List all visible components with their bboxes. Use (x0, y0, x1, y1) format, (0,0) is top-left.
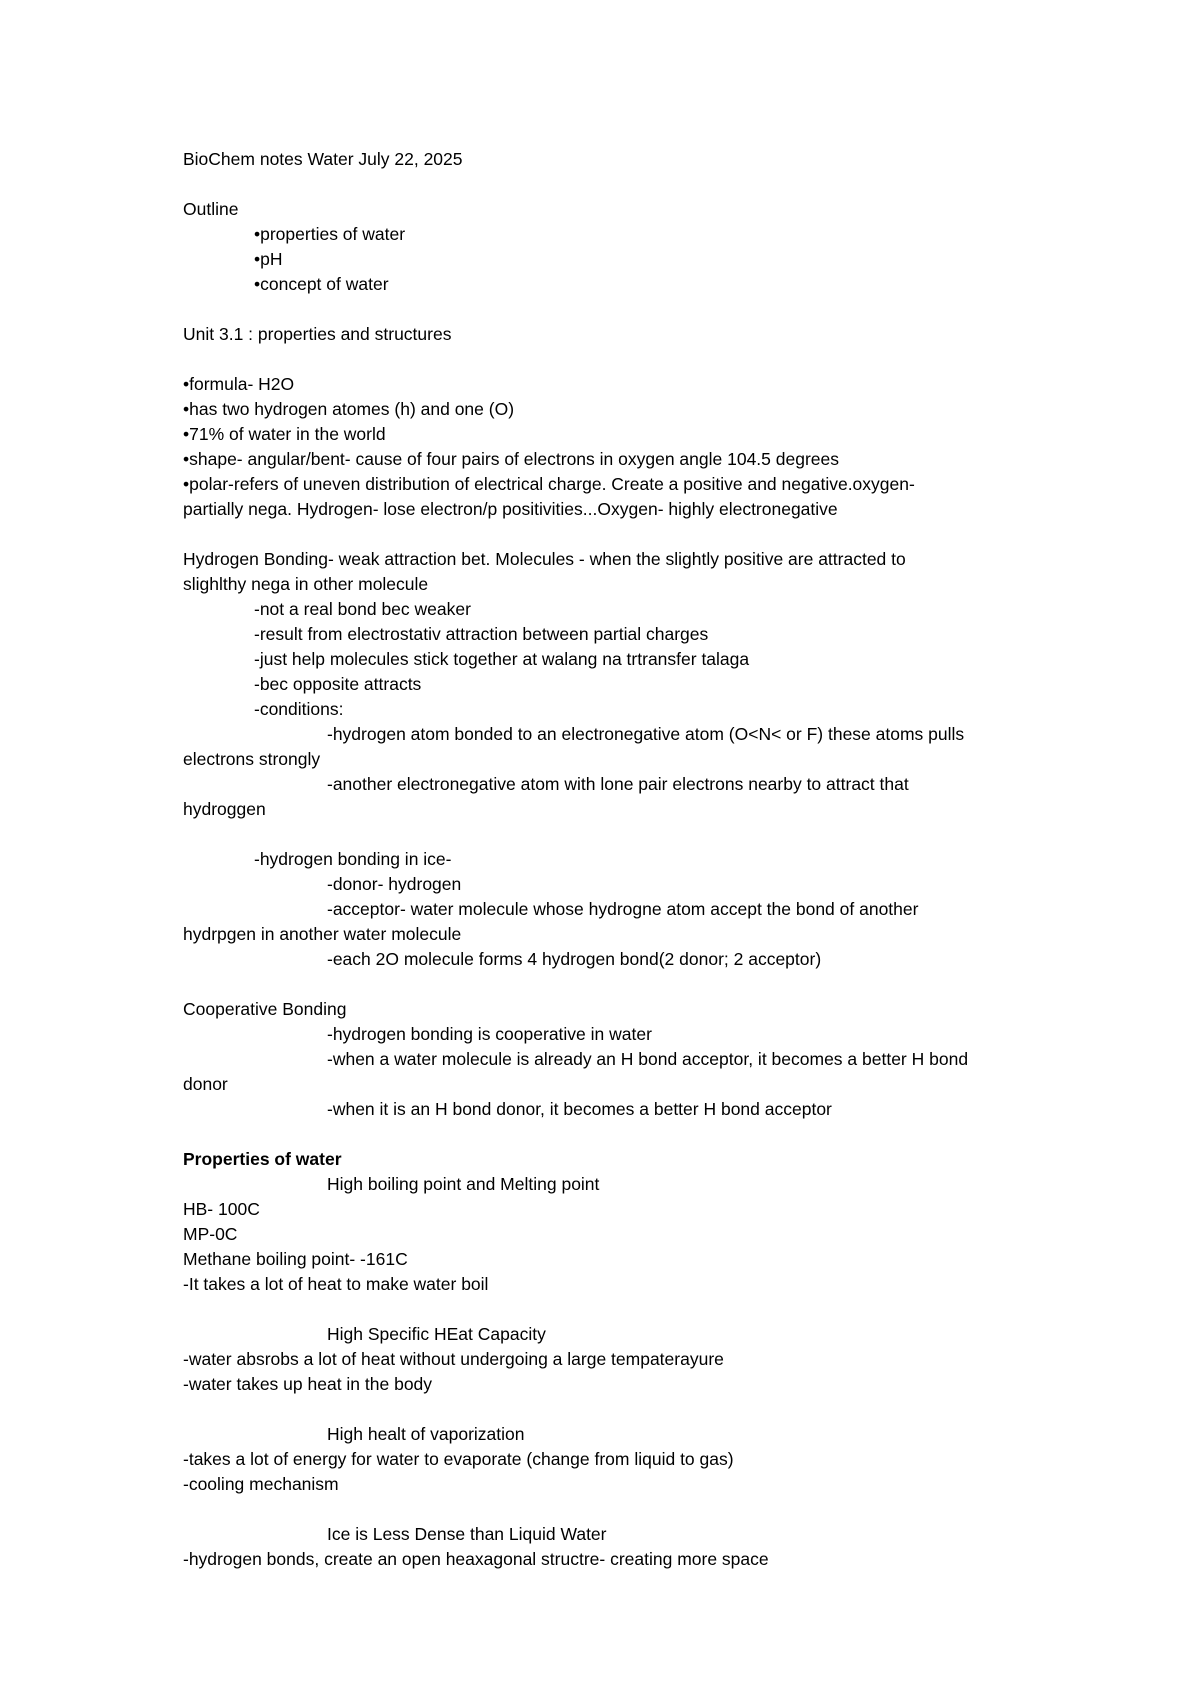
hb-point: -result from electrostativ attraction between partial charges (254, 624, 709, 644)
outline-item: •properties of water (254, 224, 406, 244)
hydrogen-bonding-continuation: slighlthy nega in other molecule (183, 574, 429, 594)
specific-heat-point: -water takes up heat in the body (183, 1374, 433, 1394)
unit-point: •formula- H2O (183, 374, 295, 394)
each-line: -each 2O molecule forms 4 hydrogen bond(2 donor; 2 acceptor) (327, 949, 822, 969)
acceptor-continuation: hydrpgen in another water molecule (183, 924, 462, 944)
condition-1-continuation: electrons strongly (183, 749, 321, 769)
vaporization-point: -takes a lot of energy for water to evaporate (change from liquid to gas) (183, 1449, 734, 1469)
vaporization-heading: High healt of vaporization (327, 1424, 525, 1444)
specific-heat-point: -water absrobs a lot of heat without undergoing a large tempaterayure (183, 1349, 724, 1369)
ice-density-point: -hydrogen bonds, create an open heaxagonal structre- creating more space (183, 1549, 769, 1569)
unit-point: •polar-refers of uneven distribution of electrical charge. Create a positive and negative.oxygen- (183, 474, 915, 494)
boiling-point-heading: High boiling point and Melting point (327, 1174, 600, 1194)
ice-density-heading: Ice is Less Dense than Liquid Water (327, 1524, 607, 1544)
methane-line: Methane boiling point- -161C (183, 1249, 408, 1269)
hydrogen-bonding-heading: Hydrogen Bonding- weak attraction bet. Molecules - when the slightly positive are attracted to (183, 549, 906, 569)
acceptor-line: -acceptor- water molecule whose hydrogne atom accept the bond of another (327, 899, 919, 919)
coop-point: -when a water molecule is already an H bond acceptor, it becomes a better H bond (327, 1049, 969, 1069)
donor-line: -donor- hydrogen (327, 874, 462, 894)
hb-point: -bec opposite attracts (254, 674, 422, 694)
condition-1: -hydrogen atom bonded to an electronegative atom (O<N< or F) these atoms pulls (327, 724, 965, 744)
vaporization-point: -cooling mechanism (183, 1474, 339, 1494)
coop-point: -when it is an H bond donor, it becomes a better H bond acceptor (327, 1099, 832, 1119)
ice-heading: -hydrogen bonding in ice- (254, 849, 452, 869)
heat-boil-line: -It takes a lot of heat to make water boil (183, 1274, 489, 1294)
outline-item: •pH (254, 249, 283, 269)
unit-point: •shape- angular/bent- cause of four pairs of electrons in oxygen angle 104.5 degrees (183, 449, 839, 469)
coop-point: -hydrogen bonding is cooperative in water (327, 1024, 652, 1044)
mp-value: MP-0C (183, 1224, 238, 1244)
condition-2: -another electronegative atom with lone pair electrons nearby to attract that (327, 774, 909, 794)
hb-value: HB- 100C (183, 1199, 260, 1219)
properties-heading: Properties of water (183, 1149, 342, 1169)
outline-heading: Outline (183, 199, 239, 219)
unit-heading: Unit 3.1 : properties and structures (183, 324, 452, 344)
outline-item: •concept of water (254, 274, 389, 294)
doc-title: BioChem notes Water July 22, 2025 (183, 149, 463, 169)
specific-heat-heading: High Specific HEat Capacity (327, 1324, 546, 1344)
cooperative-heading: Cooperative Bonding (183, 999, 347, 1019)
coop-point-continuation: donor (183, 1074, 228, 1094)
unit-point-continuation: partially nega. Hydrogen- lose electron/p positivities...Oxygen- highly electronegative (183, 499, 838, 519)
hb-point: -conditions: (254, 699, 344, 719)
unit-point: •has two hydrogen atomes (h) and one (O) (183, 399, 515, 419)
hb-point: -not a real bond bec weaker (254, 599, 471, 619)
unit-point: •71% of water in the world (183, 424, 386, 444)
condition-2-continuation: hydroggen (183, 799, 266, 819)
hb-point: -just help molecules stick together at walang na trtransfer talaga (254, 649, 750, 669)
